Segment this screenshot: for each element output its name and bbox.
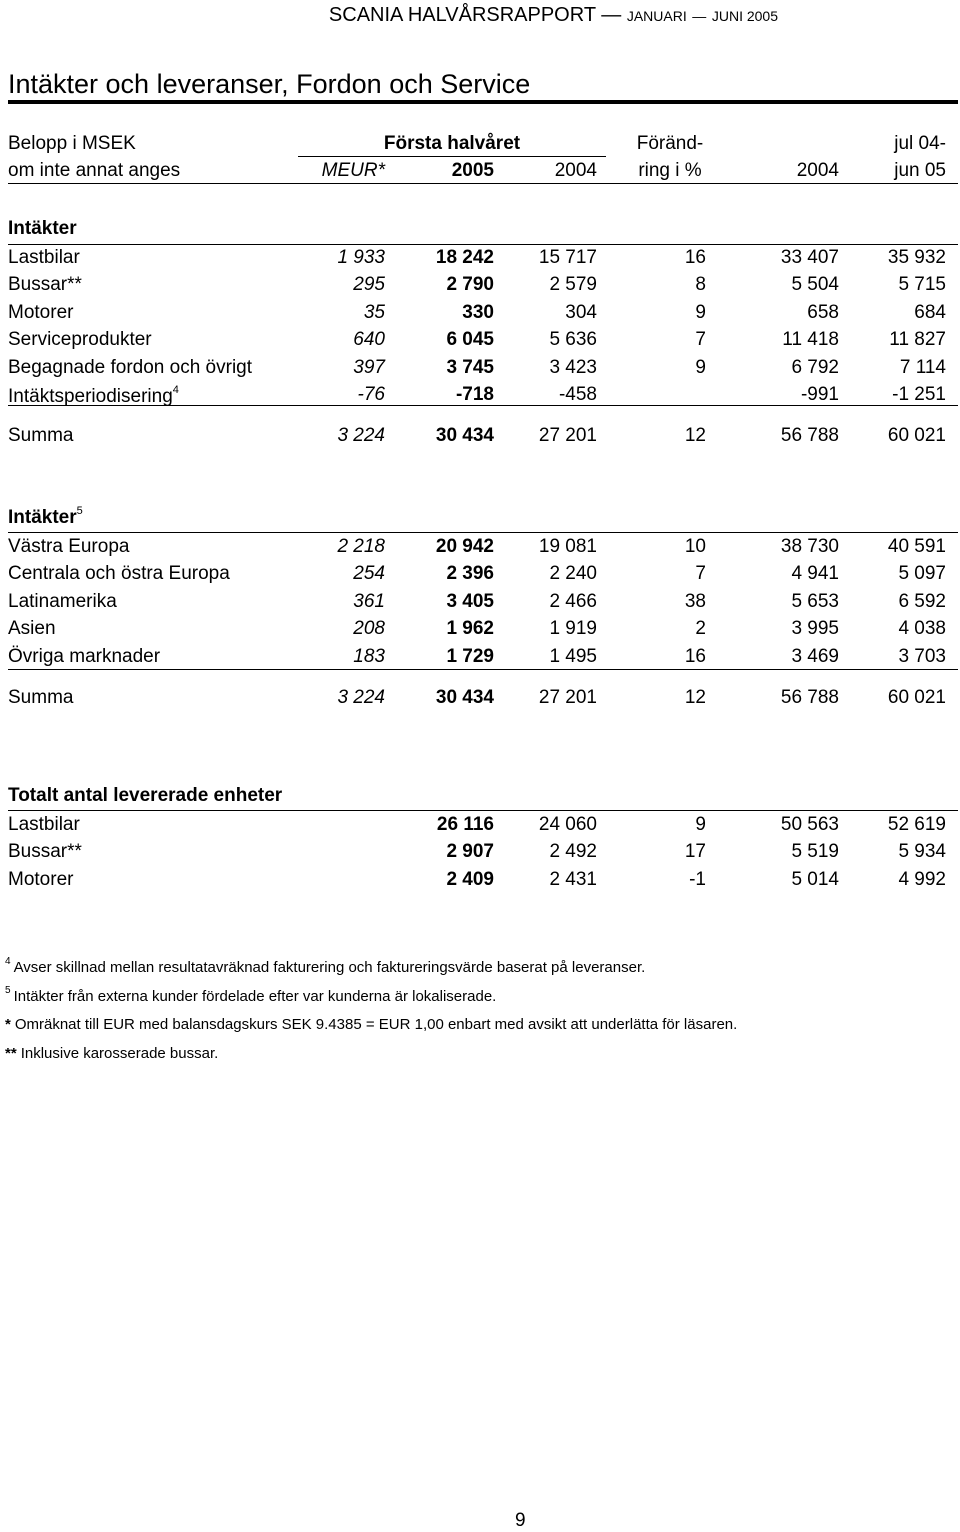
- cell-y2005: 2 790: [446, 274, 494, 296]
- row-label-text: Asien: [8, 618, 56, 640]
- table-row-label: [8, 869, 73, 891]
- total-y2005: 30 434: [435, 687, 494, 708]
- cell-change: 16: [684, 645, 706, 667]
- cell-rolling: 4 992: [898, 868, 946, 890]
- footnote-mark: *: [5, 1016, 11, 1033]
- cell-y2004: 3 423: [549, 356, 597, 378]
- table-row-label: [8, 646, 160, 668]
- total-change: 12: [684, 687, 706, 708]
- cell-full2004: -991: [800, 384, 839, 405]
- table-row-label: [8, 591, 117, 613]
- footnote: [5, 1016, 737, 1033]
- cell-rolling: 5 715: [898, 274, 946, 296]
- row-label-text: Intäktsperiodisering: [8, 386, 173, 407]
- footnote-text: Avser skillnad mellan resultatavräknad fakturering och faktureringsvärde baserat på leveranser.: [13, 959, 646, 976]
- report-header: [329, 4, 778, 27]
- total-y2004: 27 201: [538, 425, 597, 446]
- group-underline: [298, 156, 606, 157]
- cell-y2004: 5 636: [549, 329, 597, 351]
- cell-y2004: 24 060: [538, 814, 597, 835]
- section-heading: [8, 218, 77, 240]
- cell-y2005: 1 729: [446, 645, 494, 667]
- row-label-text: Bussar**: [8, 274, 82, 296]
- cell-y2004: 15 717: [538, 247, 597, 268]
- cell-meur: 35: [363, 301, 385, 323]
- section-top-rule: [8, 810, 958, 811]
- table-row-label: [8, 618, 56, 640]
- footnote-mark: 5: [5, 985, 11, 996]
- section-heading: [8, 505, 83, 529]
- table-row-label: [8, 329, 152, 351]
- cell-y2004: 2 579: [549, 274, 597, 296]
- footnote: [5, 985, 496, 1005]
- cell-y2004: 2 431: [549, 868, 597, 890]
- cell-y2005: 6 045: [446, 329, 494, 351]
- cell-meur: 183: [353, 645, 385, 667]
- cell-full2004: 50 563: [780, 814, 839, 835]
- cell-y2005: 3 745: [446, 356, 494, 378]
- cell-full2004: 658: [807, 301, 839, 323]
- header-change-2: ring i %: [638, 160, 702, 181]
- row-label-text: Begagnade fordon och övrigt: [8, 356, 253, 378]
- section-heading: [8, 785, 282, 807]
- cell-y2004: 2 240: [549, 563, 597, 585]
- section-heading-text: Totalt antal levererade enheter: [8, 785, 283, 806]
- cell-y2005: 2 409: [446, 868, 494, 890]
- total-row-label: Summa: [8, 425, 74, 446]
- page-title: Intäkter och leveranser, Fordon och Service: [8, 69, 531, 99]
- section-top-rule: [8, 532, 958, 533]
- cell-y2005: 26 116: [436, 814, 494, 835]
- total-meur: 3 224: [337, 425, 385, 446]
- cell-y2005: 3 405: [446, 590, 494, 612]
- cell-y2005: 330: [462, 301, 494, 323]
- cell-change: 9: [695, 356, 706, 378]
- total-change: 12: [684, 425, 706, 446]
- page-number: 9: [515, 1510, 526, 1531]
- table-row-label: [8, 384, 179, 408]
- table-row-label: [8, 247, 80, 269]
- total-full2004: 56 788: [780, 687, 839, 708]
- row-label-text: Lastbilar: [8, 247, 80, 268]
- table-row-label: [8, 302, 73, 324]
- header-label-2: om inte annat anges: [8, 160, 181, 181]
- table-row-label: [8, 536, 129, 558]
- header-2004: 2004: [554, 160, 597, 181]
- cell-rolling: 4 038: [898, 618, 946, 640]
- cell-full2004: 11 418: [782, 329, 839, 351]
- cell-meur: 1 933: [337, 247, 385, 268]
- cell-rolling: 5 097: [898, 563, 946, 585]
- cell-rolling: -1 251: [892, 384, 946, 405]
- title-rule: [8, 100, 958, 104]
- cell-full2004: 5 519: [791, 841, 839, 863]
- cell-meur: 397: [353, 356, 385, 378]
- cell-rolling: 35 932: [887, 247, 946, 268]
- footnote: [5, 956, 645, 976]
- cell-y2004: -458: [558, 384, 597, 405]
- cell-rolling: 7 114: [899, 356, 946, 378]
- cell-y2004: 1 919: [549, 618, 597, 640]
- section-bottom-rule: [8, 669, 958, 670]
- row-label-text: Serviceprodukter: [8, 329, 152, 351]
- row-label-text: Västra Europa: [8, 536, 130, 557]
- table-row-label: [8, 841, 82, 863]
- table-row-label: [8, 814, 80, 836]
- row-label-text: Lastbilar: [8, 814, 80, 835]
- cell-change: 10: [684, 536, 706, 557]
- cell-y2005: -718: [455, 384, 494, 405]
- footnote-text: Inklusive karosserade bussar.: [20, 1045, 219, 1062]
- header-2005: 2005: [451, 160, 494, 181]
- cell-full2004: 38 730: [780, 536, 839, 557]
- cell-rolling: 5 934: [898, 841, 946, 863]
- cell-rolling: 11 827: [889, 329, 946, 351]
- cell-y2004: 2 466: [549, 590, 597, 612]
- header-dash: —: [601, 4, 622, 26]
- cell-full2004: 5 014: [791, 868, 839, 890]
- footnote-text: Omräknat till EUR med balansdagskurs SEK 9.4385 = EUR 1,00 enbart med avsikt att underlätta för läsaren.: [14, 1016, 738, 1033]
- header-period-start: JANUARI: [626, 8, 687, 24]
- cell-change: 9: [695, 814, 706, 835]
- total-rolling: 60 021: [887, 687, 946, 708]
- cell-y2004: 304: [565, 301, 597, 323]
- row-footnote-mark: 4: [172, 384, 179, 396]
- cell-y2005: 2 396: [446, 563, 494, 585]
- cell-meur: 2 218: [337, 536, 385, 557]
- cell-meur: 254: [353, 563, 385, 585]
- cell-change: 8: [695, 274, 706, 296]
- cell-rolling: 3 703: [898, 645, 946, 667]
- cell-full2004: 6 792: [791, 356, 839, 378]
- cell-meur: -76: [357, 384, 385, 405]
- cell-y2004: 1 495: [549, 645, 597, 667]
- row-label-text: Centrala och östra Europa: [8, 563, 230, 585]
- cell-rolling: 6 592: [898, 590, 946, 612]
- cell-meur: 208: [353, 618, 385, 640]
- section-top-rule: [8, 244, 958, 245]
- header-meur: MEUR*: [321, 160, 385, 181]
- cell-change: 7: [695, 329, 706, 351]
- total-y2005: 30 434: [435, 425, 494, 446]
- section-heading-text: Intäkter: [8, 507, 77, 528]
- total-row-label: Summa: [8, 687, 74, 708]
- cell-y2004: 19 081: [538, 536, 597, 557]
- cell-y2005: 20 942: [435, 536, 494, 557]
- cell-change: 16: [684, 247, 706, 268]
- table-row-label: [8, 274, 82, 296]
- cell-rolling: 40 591: [887, 536, 946, 557]
- header-change-1: Föränd-: [636, 133, 704, 154]
- header-dash-2: —: [692, 8, 707, 24]
- cell-full2004: 3 995: [791, 618, 839, 640]
- total-full2004: 56 788: [780, 425, 839, 446]
- cell-meur: 361: [353, 590, 385, 612]
- cell-meur: 640: [353, 329, 385, 351]
- cell-full2004: 5 653: [791, 590, 839, 612]
- report-company: SCANIA HALVÅRSRAPPORT: [328, 4, 596, 26]
- footnote: [5, 1045, 218, 1062]
- cell-rolling: 52 619: [887, 814, 946, 835]
- cell-rolling: 684: [914, 301, 946, 323]
- row-label-text: Motorer: [8, 868, 74, 890]
- row-label-text: Latinamerika: [8, 590, 117, 612]
- row-label-text: Övriga marknader: [8, 645, 161, 667]
- section-heading-text: Intäkter: [8, 218, 77, 239]
- section-heading-footnote-mark: 5: [76, 505, 83, 517]
- cell-full2004: 3 469: [791, 645, 839, 667]
- cell-change: 2: [695, 618, 706, 640]
- cell-y2005: 2 907: [446, 841, 494, 863]
- cell-y2005: 18 242: [435, 247, 494, 268]
- footnote-text: Intäkter från externa kunder fördelade efter var kunderna är lokaliserade.: [13, 988, 497, 1005]
- total-y2004: 27 201: [538, 687, 597, 708]
- cell-full2004: 4 941: [791, 563, 839, 585]
- header-rolling-1: jul 04-: [894, 133, 946, 154]
- row-label-text: Motorer: [8, 301, 74, 323]
- row-label-text: Bussar**: [8, 841, 82, 863]
- cell-change: 9: [695, 301, 706, 323]
- header-rolling-2: jun 05: [894, 160, 946, 181]
- total-meur: 3 224: [337, 687, 385, 708]
- header-label-1: Belopp i MSEK: [8, 133, 136, 154]
- cell-meur: 295: [353, 274, 385, 296]
- cell-change: 17: [684, 841, 706, 863]
- header-group-first-half: Första halvåret: [383, 133, 521, 154]
- footnote-mark: 4: [5, 956, 11, 967]
- cell-y2004: 2 492: [549, 841, 597, 863]
- total-rolling: 60 021: [887, 425, 946, 446]
- footnote-mark: **: [5, 1045, 17, 1062]
- cell-change: -1: [689, 868, 706, 890]
- table-row-label: [8, 357, 252, 379]
- header-full-2004: 2004: [796, 160, 839, 181]
- header-rule: [8, 183, 958, 184]
- cell-full2004: 5 504: [791, 274, 839, 296]
- header-period-end: JUNI 2005: [711, 8, 778, 24]
- cell-full2004: 33 407: [780, 247, 839, 268]
- cell-y2005: 1 962: [446, 618, 494, 640]
- cell-change: 7: [695, 563, 706, 585]
- table-row-label: [8, 563, 230, 585]
- cell-change: 38: [684, 590, 706, 612]
